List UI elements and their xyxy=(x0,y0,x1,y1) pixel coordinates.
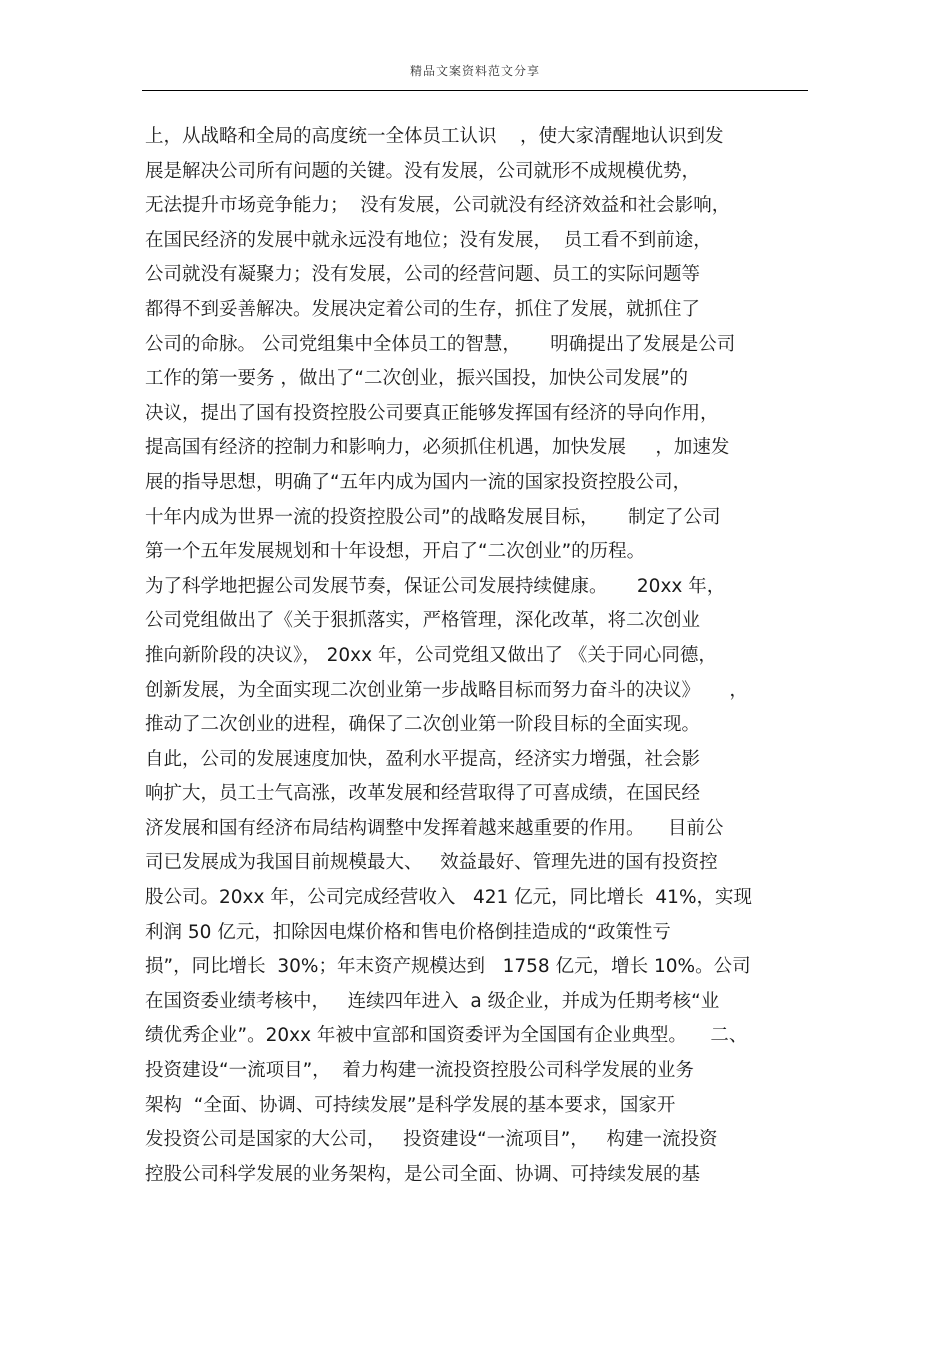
text-line: 投资建设“一流项目”， 着力构建一流投资控股公司科学发展的业务 xyxy=(145,1060,694,1082)
text-line: 第一个五年发展规划和十年设想，开启了“二次创业”的历程。 xyxy=(145,541,646,563)
text-line: 无法提升市场竞争能力； 没有发展，公司就没有经济效益和社会影响， xyxy=(145,195,731,217)
text-line: 为了科学地把握公司发展节奏，保证公司发展持续健康。 20xx 年， xyxy=(145,575,726,597)
text-line: 济发展和国有经济布局结构调整中发挥着越来越重要的作用。 目前公 xyxy=(145,817,724,839)
text-line: 创新发展，为全面实现二次创业第一步战略目标而努力奋斗的决议》 ， xyxy=(145,679,748,701)
page-header: 精品文案资料范文分享 xyxy=(409,64,540,78)
text-line: 提高国有经济的控制力和影响力，必须抓住机遇，加快发展 ，加速发 xyxy=(145,437,730,459)
text-line: 在国资委业绩考核中， 连续四年进入 a 级企业，并成为任期考核“业 xyxy=(145,990,720,1012)
text-line: 工作的第一要务 ，做出了“二次创业，振兴国投，加快公司发展”的 xyxy=(145,368,689,390)
text-line: 都得不到妥善解决。发展决定着公司的生存，抓住了发展，就抓住了 xyxy=(145,298,701,320)
text-line: 展是解决公司所有问题的关键。没有发展，公司就形不成规模优势， xyxy=(145,160,701,182)
text-line: 公司党组做出了《关于狠抓落实，严格管理，深化改革，将二次创业 xyxy=(145,610,701,632)
text-line: 架构 “全面、协调、可持续发展”是科学发展的基本要求，国家开 xyxy=(145,1094,676,1116)
body-text xyxy=(145,120,825,1192)
text-line: 推向新阶段的决议》， 20xx 年，公司党组又做出了 《关于同心同德， xyxy=(145,644,717,666)
text-line: 发投资公司是国家的大公司， 投资建设“一流项目”， 构建一流投资 xyxy=(145,1129,718,1151)
text-line: 司已发展成为我国目前规模最大、 效益最好、管理先进的国有投资控 xyxy=(145,852,718,874)
text-line: 推动了二次创业的进程，确保了二次创业第一阶段目标的全面实现。 xyxy=(145,714,701,736)
text-line: 自此，公司的发展速度加快，盈利水平提高，经济实力增强，社会影 xyxy=(145,748,701,770)
text-line: 上，从战略和全局的高度统一全体员工认识 ，使大家清醒地认识到发 xyxy=(145,126,724,147)
text-line: 展的指导思想，明确了“五年内成为国内一流的国家投资控股公司， xyxy=(145,471,692,493)
text-line: 公司的命脉。 公司党组集中全体员工的智慧， 明确提出了发展是公司 xyxy=(145,333,736,355)
text-line: 利润 50 亿元，扣除因电煤价格和售电价格倒挂造成的“政策性亏 xyxy=(145,921,671,943)
text-line: 决议，提出了国有投资控股公司要真正能够发挥国有经济的导向作用， xyxy=(145,402,719,424)
text-line: 响扩大，员工士气高涨，改革发展和经营取得了可喜成绩，在国民经 xyxy=(145,783,701,805)
text-line: 公司就没有凝聚力；没有发展，公司的经营问题、员工的实际问题等 xyxy=(145,264,701,286)
text-line: 在国民经济的发展中就永远没有地位；没有发展， 员工看不到前途， xyxy=(145,229,712,251)
text-line: 损”，同比增长 30%；年末资产规模达到 1758 亿元，增长 10%。公司 xyxy=(145,956,751,978)
text-line: 十年内成为世界一流的投资控股公司”的战略发展目标， 制定了公司 xyxy=(145,506,721,528)
header-divider xyxy=(142,90,808,91)
text-line: 股公司。20xx 年，公司完成经营收入 421 亿元，同比增长 41%，实现 xyxy=(145,887,753,909)
text-line: 控股公司科学发展的业务架构，是公司全面、协调、可持续发展的基 xyxy=(145,1163,701,1185)
text-line: 绩优秀企业”。20xx 年被中宣部和国资委评为全国国有企业典型。 二、 xyxy=(145,1025,748,1047)
